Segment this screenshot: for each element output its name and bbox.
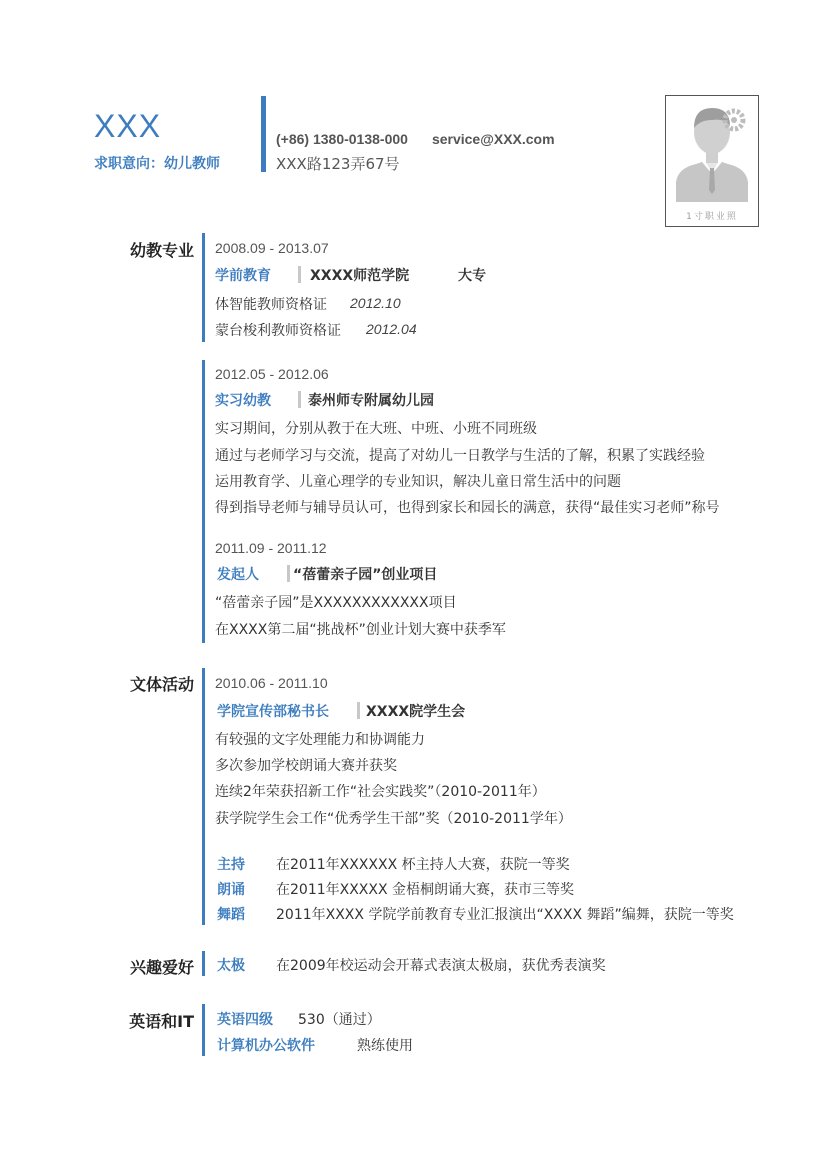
education-major: 学前教育 bbox=[215, 268, 271, 284]
cert-date: 2012.04 bbox=[366, 321, 417, 337]
experience-line: 通过与老师学习与交流，提高了对幼儿一日教学与生活的了解，积累了实践经验 bbox=[215, 448, 705, 464]
skills-bar bbox=[202, 1004, 205, 1056]
cert-date: 2012.10 bbox=[350, 295, 401, 311]
activities-org: XXXX院学生会 bbox=[366, 704, 466, 720]
talent-label: 朗诵 bbox=[217, 882, 245, 898]
phone-number: (+86) 1380-0138-000 bbox=[276, 131, 408, 147]
job-objective: 求职意向：幼儿教师 bbox=[94, 156, 220, 172]
education-bar bbox=[202, 233, 205, 342]
separator bbox=[298, 391, 301, 408]
experience-bar bbox=[202, 360, 205, 643]
skill-value: 熟练使用 bbox=[357, 1038, 413, 1054]
hobby-desc: 在2009年校运动会开幕式表演太极扇，获优秀表演奖 bbox=[276, 958, 606, 974]
activities-line: 多次参加学校朗诵大赛并获奖 bbox=[215, 758, 397, 774]
cert-name: 体智能教师资格证 bbox=[215, 297, 327, 313]
experience-line: “蓓蕾亲子园”是XXXXXXXXXXXX项目 bbox=[215, 595, 457, 611]
experience-org: 泰州师专附属幼儿园 bbox=[308, 393, 434, 409]
education-date: 2008.09 - 2013.07 bbox=[215, 240, 329, 256]
separator bbox=[357, 702, 360, 719]
skill-label: 英语四级 bbox=[217, 1012, 273, 1028]
candidate-name: XXX bbox=[94, 108, 162, 144]
experience-line: 实习期间，分别从教于在大班、中班、小班不同班级 bbox=[215, 421, 537, 437]
email-address: service@XXX.com bbox=[431, 131, 555, 147]
talent-desc: 在2011年XXXXXX 杯主持人大赛，获院一等奖 bbox=[276, 857, 570, 873]
experience-line: 在XXXX第二届“挑战杯”创业计划大赛中获季军 bbox=[215, 622, 506, 638]
section-title-education: 幼教专业 bbox=[129, 241, 194, 260]
skill-value: 530（通过） bbox=[298, 1012, 381, 1028]
header-divider bbox=[261, 96, 266, 172]
home-address: XXX路123弄67号 bbox=[276, 155, 400, 173]
talent-desc: 2011年XXXX 学院学前教育专业汇报演出“XXXX 舞蹈”编舞，获院一等奖 bbox=[276, 907, 734, 923]
experience-line: 运用教育学、儿童心理学的专业知识，解决儿童日常生活中的问题 bbox=[215, 474, 621, 490]
experience-role: 实习幼教 bbox=[215, 393, 271, 409]
separator bbox=[298, 266, 301, 283]
talent-label: 主持 bbox=[217, 857, 245, 873]
activities-line: 获学院学生会工作“优秀学生干部”奖（2010-2011学年） bbox=[215, 811, 572, 827]
activities-line: 有较强的文字处理能力和协调能力 bbox=[215, 732, 425, 748]
section-title-hobbies: 兴趣爱好 bbox=[129, 958, 194, 977]
experience-date: 2012.05 - 2012.06 bbox=[215, 366, 329, 382]
education-school: XXXX师范学院 bbox=[310, 268, 410, 284]
hobby-label: 太极 bbox=[217, 958, 245, 974]
contact-line bbox=[276, 131, 555, 147]
separator bbox=[287, 565, 290, 582]
experience-role: 发起人 bbox=[217, 567, 259, 583]
experience-date: 2011.09 - 2011.12 bbox=[215, 540, 327, 556]
experience-line: 得到指导老师与辅导员认可，也得到家长和园长的满意，获得“最佳实习老师”称号 bbox=[215, 500, 720, 516]
photo-placeholder bbox=[665, 95, 759, 227]
experience-org: “蓓蕾亲子园”创业项目 bbox=[293, 567, 438, 583]
hobbies-bar bbox=[202, 951, 205, 976]
person-silhouette-icon bbox=[668, 98, 756, 204]
section-title-skills: 英语和IT bbox=[129, 1012, 194, 1031]
skill-label: 计算机办公软件 bbox=[217, 1038, 315, 1054]
talent-label: 舞蹈 bbox=[217, 907, 245, 923]
activities-role: 学院宣传部秘书长 bbox=[217, 704, 329, 720]
talent-desc: 在2011年XXXXX 金梧桐朗诵大赛，获市三等奖 bbox=[276, 882, 575, 898]
cert-name: 蒙台梭利教师资格证 bbox=[215, 323, 341, 339]
activities-bar bbox=[202, 668, 205, 925]
activities-date: 2010.06 - 2011.10 bbox=[215, 675, 328, 691]
education-degree: 大专 bbox=[458, 268, 486, 284]
section-title-activities: 文体活动 bbox=[129, 675, 194, 694]
photo-caption: 1寸职业照 bbox=[686, 212, 738, 222]
activities-line: 连续2年荣获招新工作“社会实践奖”（2010-2011年） bbox=[215, 784, 546, 800]
